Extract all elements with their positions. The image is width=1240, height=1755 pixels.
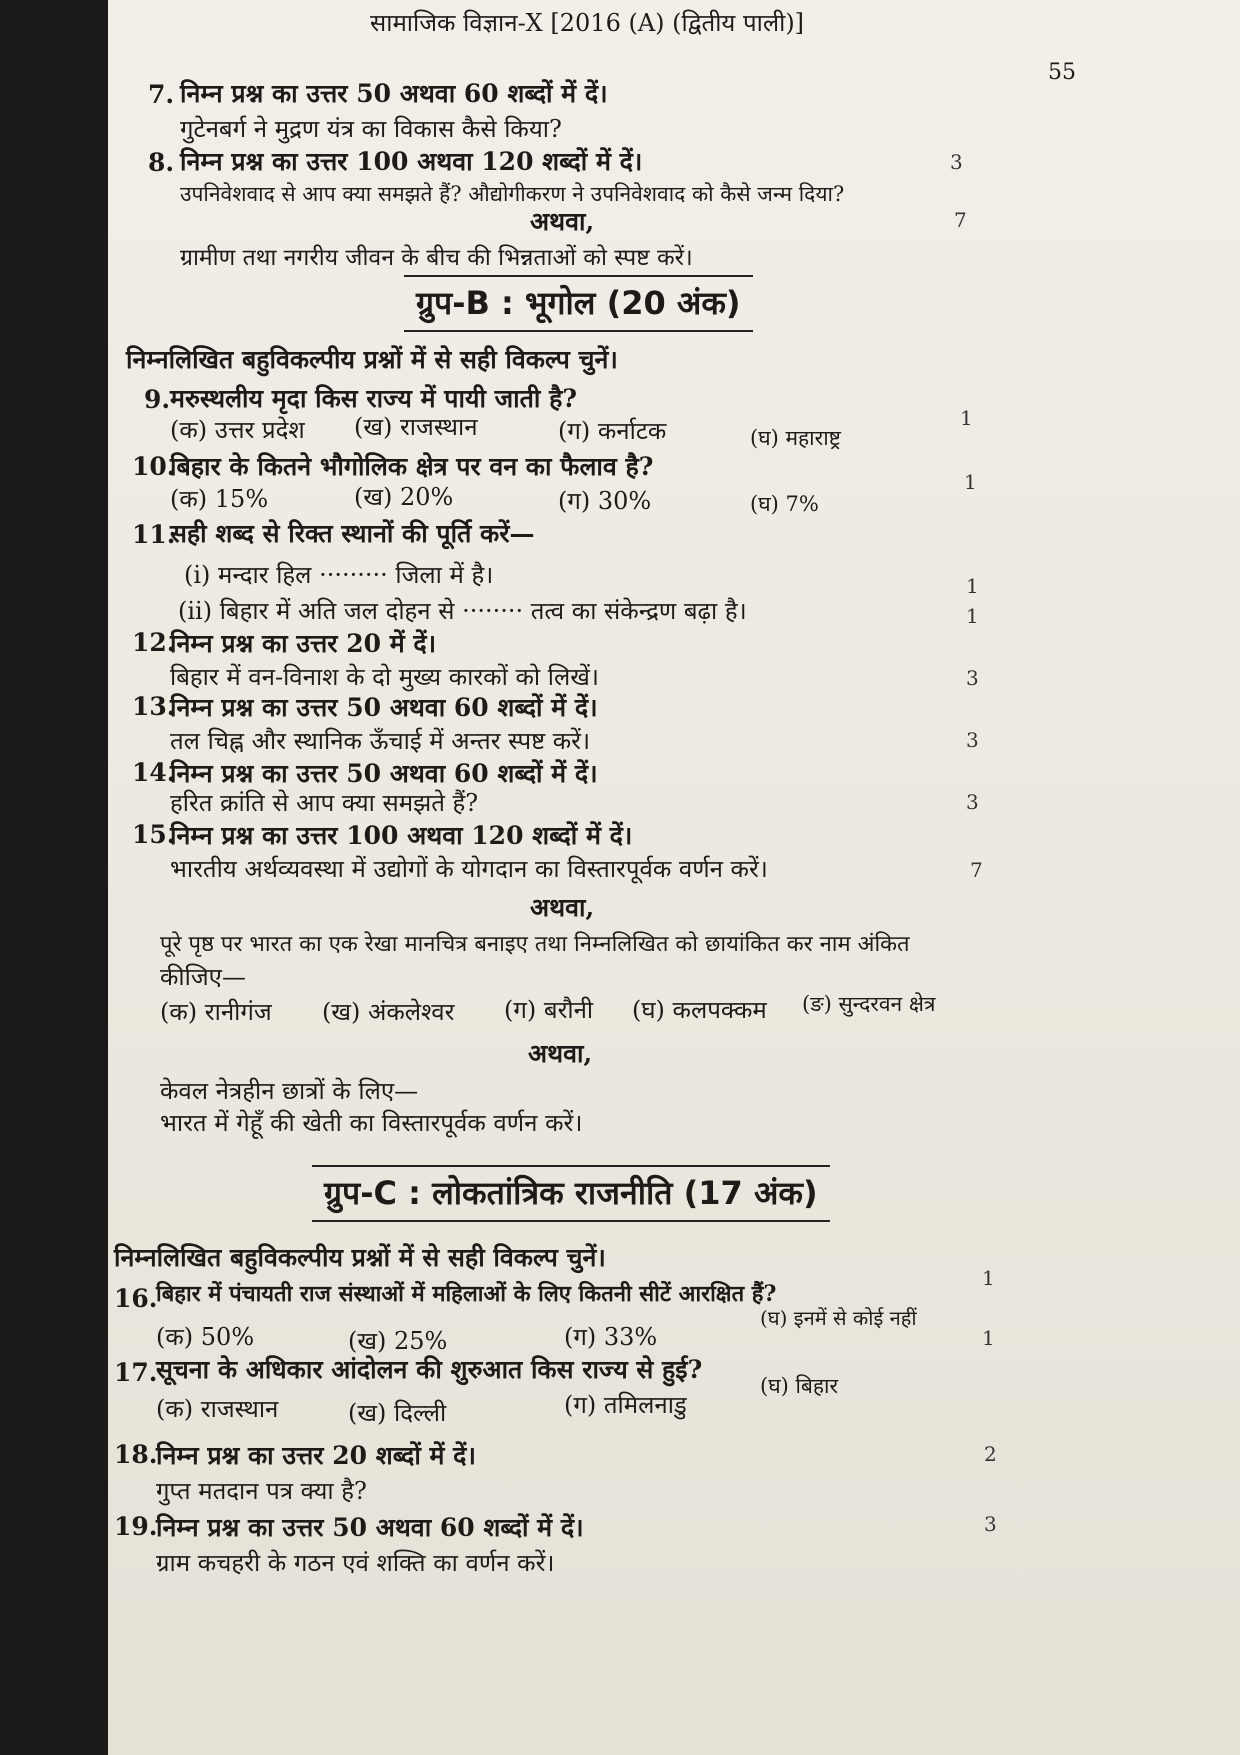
q16-option-d: (घ) इनमें से कोई नहीं bbox=[760, 1306, 917, 1330]
q11-marks-ii: 1 bbox=[966, 604, 979, 628]
q15-map-option-d: (घ) कलपक्कम bbox=[632, 996, 767, 1024]
q15-map-option-b: (ख) अंकलेश्वर bbox=[322, 998, 455, 1026]
q7-instruction: निम्न प्रश्न का उत्तर 50 अथवा 60 शब्दों में दें। bbox=[180, 79, 608, 108]
q15-map-line1: पूरे पृष्ठ पर भारत का एक रेखा मानचित्र बनाइए तथा निम्नलिखित को छायांकित कर नाम अंकित bbox=[160, 932, 910, 957]
q10-option-c: (ग) 30% bbox=[558, 487, 652, 515]
q16-text: बिहार में पंचायती राज संस्थाओं में महिलाओं के लिए कितनी सीटें आरक्षित हैं? bbox=[156, 1281, 777, 1307]
q15-map-line2: कीजिए— bbox=[160, 963, 246, 991]
q11-part-i: (i) मन्दार हिल ········· जिला में है। bbox=[184, 561, 494, 589]
page-number: 55 bbox=[1048, 60, 1076, 85]
q17-option-b: (ख) दिल्ली bbox=[348, 1399, 447, 1427]
page-header: सामाजिक विज्ञान-X [2016 (A) (द्वितीय पाली)] bbox=[370, 9, 805, 37]
q15-instruction: निम्न प्रश्न का उत्तर 100 अथवा 120 शब्दों में दें। bbox=[170, 821, 633, 850]
q10-option-d: (घ) 7% bbox=[750, 492, 819, 516]
q15-number: 15. bbox=[132, 820, 176, 849]
q17-option-c: (ग) तमिलनाडु bbox=[564, 1391, 687, 1419]
q17-option-d: (घ) बिहार bbox=[760, 1374, 839, 1398]
q14-instruction: निम्न प्रश्न का उत्तर 50 अथवा 60 शब्दों में दें। bbox=[170, 759, 598, 788]
q11-number: 11. bbox=[132, 520, 176, 549]
q13-instruction: निम्न प्रश्न का उत्तर 50 अथवा 60 शब्दों में दें। bbox=[170, 693, 598, 722]
q9-option-b: (ख) राजस्थान bbox=[354, 413, 478, 441]
q11-part-ii: (ii) बिहार में अति जल दोहन से ········ तत्व का संकेन्द्रण बढ़ा है। bbox=[178, 597, 747, 625]
q16-option-a: (क) 50% bbox=[156, 1323, 255, 1351]
q9-option-a: (क) उत्तर प्रदेश bbox=[170, 416, 305, 444]
q12-number: 12. bbox=[132, 628, 176, 657]
q10-option-b: (ख) 20% bbox=[354, 483, 454, 511]
q15-blind-line1: केवल नेत्रहीन छात्रों के लिए— bbox=[160, 1077, 419, 1105]
q12-instruction: निम्न प्रश्न का उत्तर 20 में दें। bbox=[170, 629, 437, 658]
q14-text: हरित क्रांति से आप क्या समझते हैं? bbox=[170, 789, 479, 817]
q17-marks: 1 bbox=[982, 1326, 995, 1350]
q15-blind-line2: भारत में गेहूँ की खेती का विस्तारपूर्वक वर्णन करें। bbox=[160, 1109, 583, 1137]
exam-page bbox=[108, 0, 1240, 1755]
q16-number: 16. bbox=[114, 1284, 158, 1313]
q19-text: ग्राम कचहरी के गठन एवं शक्ति का वर्णन करें। bbox=[156, 1549, 555, 1577]
q8-text: उपनिवेशवाद से आप क्या समझते हैं? औद्योगीकरण ने उपनिवेशवाद को कैसे जन्म दिया? bbox=[180, 182, 845, 206]
q18-instruction: निम्न प्रश्न का उत्तर 20 शब्दों में दें। bbox=[156, 1441, 476, 1470]
q7-marks: 3 bbox=[950, 150, 963, 174]
q10-marks: 1 bbox=[964, 470, 977, 494]
q12-text: बिहार में वन-विनाश के दो मुख्य कारकों को लिखें। bbox=[170, 663, 599, 691]
q17-number: 17. bbox=[114, 1358, 158, 1387]
q7-text: गुटेनबर्ग ने मुद्रण यंत्र का विकास कैसे किया? bbox=[180, 115, 562, 143]
q13-text: तल चिह्न और स्थानिक ऊँचाई में अन्तर स्पष्ट करें। bbox=[170, 727, 591, 755]
q15-text: भारतीय अर्थव्यवस्था में उद्योगों के योगदान का विस्तारपूर्वक वर्णन करें। bbox=[170, 855, 768, 883]
q8-instruction: निम्न प्रश्न का उत्तर 100 अथवा 120 शब्दों में दें। bbox=[180, 147, 643, 176]
q9-marks: 1 bbox=[960, 406, 973, 430]
q8-number: 8. bbox=[148, 148, 175, 177]
q15-map-option-e: (ङ) सुन्दरवन क्षेत्र bbox=[802, 992, 936, 1016]
q15-map-option-c: (ग) बरौनी bbox=[504, 996, 594, 1024]
q8-alternative: ग्रामीण तथा नगरीय जीवन के बीच की भिन्नताओं को स्पष्ट करें। bbox=[180, 245, 693, 271]
q18-marks: 2 bbox=[984, 1442, 997, 1466]
q16-option-c: (ग) 33% bbox=[564, 1323, 658, 1351]
group-c-instruction: निम्नलिखित बहुविकल्पीय प्रश्नों में से सही विकल्प चुनें। bbox=[114, 1243, 606, 1272]
q14-marks: 3 bbox=[966, 790, 979, 814]
q15-marks: 7 bbox=[970, 858, 983, 882]
q10-option-a: (क) 15% bbox=[170, 485, 269, 513]
q8-marks: 7 bbox=[954, 208, 967, 232]
group-c-title: ग्रुप-C : लोकतांत्रिक राजनीति (17 अंक) bbox=[312, 1165, 830, 1222]
q19-instruction: निम्न प्रश्न का उत्तर 50 अथवा 60 शब्दों में दें। bbox=[156, 1513, 584, 1542]
q13-marks: 3 bbox=[966, 728, 979, 752]
q12-marks: 3 bbox=[966, 666, 979, 690]
q17-text: सूचना के अधिकार आंदोलन की शुरुआत किस राज्य से हुई? bbox=[156, 1355, 703, 1384]
q11-text: सही शब्द से रिक्त स्थानों की पूर्ति करें— bbox=[170, 519, 535, 548]
q15-or-1: अथवा, bbox=[530, 893, 595, 922]
q9-option-d: (घ) महाराष्ट्र bbox=[750, 426, 841, 450]
q9-number: 9. bbox=[144, 385, 171, 414]
q9-text: मरुस्थलीय मृदा किस राज्य में पायी जाती है? bbox=[170, 384, 578, 413]
group-b-title: ग्रुप-B : भूगोल (20 अंक) bbox=[404, 275, 753, 332]
q19-marks: 3 bbox=[984, 1512, 997, 1536]
q15-map-option-a: (क) रानीगंज bbox=[160, 998, 272, 1026]
q18-text: गुप्त मतदान पत्र क्या है? bbox=[156, 1477, 367, 1505]
q18-number: 18. bbox=[114, 1440, 158, 1469]
q13-number: 13. bbox=[132, 692, 176, 721]
q14-number: 14. bbox=[132, 758, 176, 787]
q19-number: 19. bbox=[114, 1512, 158, 1541]
q11-marks-i: 1 bbox=[966, 574, 979, 598]
q15-or-2: अथवा, bbox=[528, 1039, 593, 1068]
q10-number: 10. bbox=[132, 452, 176, 481]
q8-or: अथवा, bbox=[530, 207, 595, 236]
q17-option-a: (क) राजस्थान bbox=[156, 1395, 279, 1423]
q9-option-c: (ग) कर्नाटक bbox=[558, 417, 667, 445]
group-b-instruction: निम्नलिखित बहुविकल्पीय प्रश्नों में से सही विकल्प चुनें। bbox=[126, 345, 618, 374]
q7-number: 7. bbox=[148, 80, 175, 109]
q10-text: बिहार के कितने भौगोलिक क्षेत्र पर वन का फैलाव है? bbox=[170, 452, 654, 481]
q16-marks: 1 bbox=[982, 1266, 995, 1290]
q16-option-b: (ख) 25% bbox=[348, 1327, 448, 1355]
